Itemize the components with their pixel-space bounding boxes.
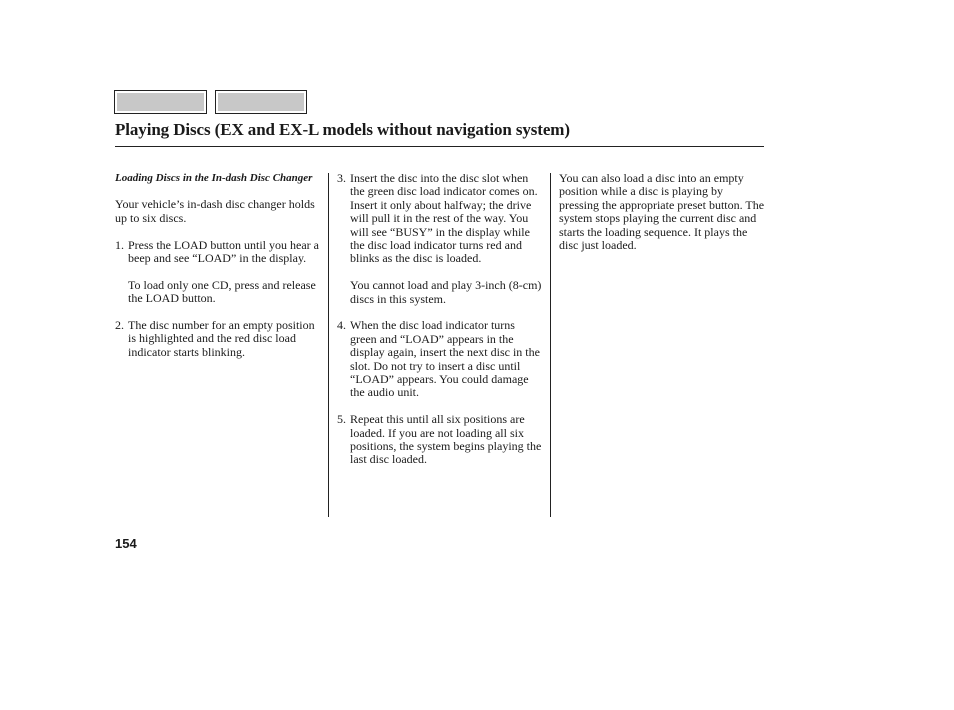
step-text: The disc number for an empty position is highlighted and the red disc load indicator starts blinking. <box>128 318 315 359</box>
step-text: When the disc load indicator turns green and “LOAD” appears in the display again, insert the next disc in the slot. Do not try to insert a disc until “LOAD” appears. You could damage the audio unit. <box>350 318 540 400</box>
step-number: 3. <box>337 171 346 185</box>
main-menu-tab[interactable] <box>114 90 207 114</box>
intro-paragraph: Your vehicle’s in-dash disc changer holds up to six discs. <box>115 197 315 225</box>
step-1-note: To load only one CD, press and release the LOAD button. <box>128 277 316 306</box>
title-divider <box>115 146 764 147</box>
column-3 <box>559 172 765 266</box>
step-text: Repeat this until all six positions are loaded. If you are not loading all six positions, the system begins playing the last disc loaded. <box>350 412 542 467</box>
step-number: 4. <box>337 318 346 333</box>
column-2 <box>337 172 543 480</box>
column-divider-2 <box>550 173 551 517</box>
step-text: Press the LOAD button until you hear a beep and see “LOAD” in the display. <box>128 237 319 265</box>
step-text: Insert the disc into the disc slot when the green disc load indicator comes on. Insert it only about halfway; the drive will pull it in the rest of the way. You will see “BUSY” in the display while the disc load indicator turns red and blinks as the disc is loaded. <box>350 171 538 266</box>
page-title: Playing Discs (EX and EX-L models without navigation system) <box>115 120 570 139</box>
step-5 <box>337 413 543 467</box>
step-number: 1. <box>115 237 124 252</box>
step-number: 2. <box>115 318 124 332</box>
page-number: 154 <box>115 536 137 551</box>
column-divider-1 <box>328 173 329 517</box>
section-subheading: Loading Discs in the In-dash Disc Changer <box>115 172 313 184</box>
index-tab[interactable] <box>215 90 307 114</box>
step-1 <box>115 239 321 266</box>
step-number: 5. <box>337 412 346 427</box>
column-1 <box>115 172 321 373</box>
step-4 <box>337 319 543 399</box>
preset-load-paragraph: You can also load a disc into an empty position while a disc is playing by pressing the appropriate preset button. The system stops playing the current disc and starts the loading sequence. It plays the disc just loaded. <box>559 171 765 253</box>
step-2 <box>115 319 321 359</box>
step-3 <box>337 172 543 266</box>
step-3-note: You cannot load and play 3-inch (8-cm) discs in this system. <box>350 278 542 306</box>
